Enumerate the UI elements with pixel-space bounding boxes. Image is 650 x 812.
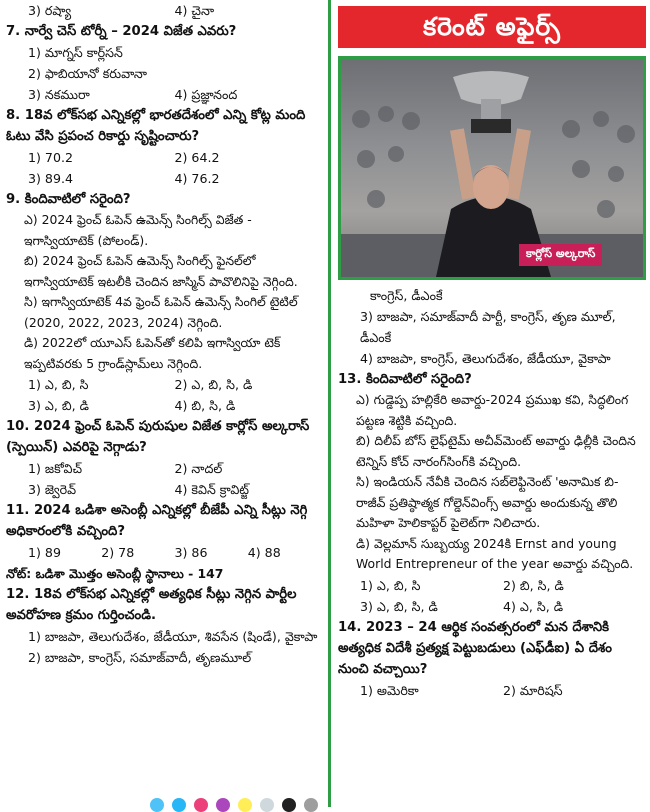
option: 3) 86 <box>174 545 208 560</box>
question: 8. 18వ లోక్‌సభ ఎన్నికల్లో భారతదేశంలో ఎన్ని కోట్ల మంది ఓటు వేసి ప్రపంచ రికార్డు సృష్టించారు? <box>6 108 306 144</box>
option: 2) బి, సి, డి <box>503 577 564 593</box>
option: 2) ఫాబియానో కరువానా <box>28 66 148 81</box>
option: 1) బాజపా, తెలుగుదేశం, జేడీయూ, శివసేన (షిండే), వైకాపా <box>28 629 318 644</box>
option: 1) 89 <box>28 545 61 560</box>
option-row <box>338 596 646 617</box>
option-row <box>338 575 646 596</box>
option: 2) ఎ, బి, సి, డి <box>174 377 253 392</box>
option: 3) 89.4 <box>28 171 73 186</box>
option: 4) బి, సి, డి <box>174 398 236 413</box>
question: 14. 2023 – 24 ఆర్థిక సంవత్సరంలో మన దేశానికి అత్యధిక విదేశీ ప్రత్యక్ష పెట్టుబడులు (ఎఫ్‌డీఐ) ఏ దేశం నుంచి వచ్చాయి? <box>338 619 612 677</box>
option: 2) 64.2 <box>174 150 220 165</box>
statement: ఎ) గుడ్డెప్ప హల్లికేరి అవార్డు-2024 ప్రముఖ కవి, సిద్ధలింగ పట్టణ శెట్టికి వచ్చింది. <box>356 392 629 428</box>
option: 4) 88 <box>247 545 281 560</box>
option-row <box>6 542 321 563</box>
note: నోట్: ఒడిశా మొత్తం అసెంబ్లీ స్థానాలు - 147 <box>6 566 224 581</box>
registration-dot <box>172 798 186 812</box>
option: 2) బాజపా, కాంగ్రెస్, సమాజ్‌వాదీ, తృణమూల్ <box>28 650 252 665</box>
option: 3) జ్వెరెవ్ <box>28 482 77 497</box>
option: 3) ఎ, బి, డి <box>28 398 89 413</box>
option-row <box>338 680 646 701</box>
option: 4) ప్రజ్ఞానంద <box>174 87 238 102</box>
option-row <box>6 395 321 416</box>
photo-caption: కార్లోస్ అల్కరాస్ <box>519 244 602 266</box>
question: 12. 18వ లోక్‌సభ ఎన్నికల్లో అత్యధిక సీట్లు నెగ్గిన పార్టీల అవరోహణ క్రమం గుర్తించండి. <box>6 587 297 623</box>
statement: సి) ఇండియన్ నేవీకి చెందిన సబ్‌లెఫ్టినెంట్ 'అనామిక బి-రాజీవ్ ప్రతిష్ఠాత్మక గోల్డెన్‌వింగ్స్ అవార్డు అందుకున్న తొలి మహిళా హెలికాప్టర్ పైలెట్‌గా నిలిచారు. <box>356 474 619 530</box>
option: 2) నాదల్ <box>174 461 223 476</box>
option: 4) బాజపా, కాంగ్రెస్, తెలుగుదేశం, జేడీయూ, వైకాపా <box>360 351 611 366</box>
option: 4) చైనా <box>174 3 215 18</box>
option: 3) బాజపా, సమాజ్‌వాదీ పార్టీ, కాంగ్రెస్, తృణ మూల్, డీఎంకే <box>360 309 616 345</box>
column-divider <box>328 0 331 807</box>
option-row <box>6 168 321 189</box>
registration-dot <box>282 798 296 812</box>
statement: బి) దిలీప్ బోస్ లైఫ్‌టైమ్ అచీవ్‌మెంట్ అవార్డు ఢిల్లీకి చెందిన టెన్నిస్ కోచ్ నారంగ్‌సింగ్‌కి వచ్చింది. <box>356 433 636 469</box>
option-row <box>6 84 321 105</box>
question: 7. నార్వే చెస్ టోర్నీ – 2024 విజేత ఎవరు? <box>6 24 237 39</box>
registration-dot <box>304 798 318 812</box>
option: 1) అమెరికా <box>360 682 419 698</box>
statement: సి) ఇగాస్వియాటెక్ 4వ ఫ్రెంచ్ ఓపెన్ ఉమెన్స్ సింగిల్ టైటిల్ (2020, 2022, 2023, 2024) నెగ్గింది. <box>24 294 298 330</box>
section-banner: కరెంట్ అఫైర్స్ <box>338 6 646 48</box>
option: 3) ఎ, బి, సి, డి <box>360 598 438 614</box>
option-continuation: కాంగ్రెస్, డీఎంకే <box>370 288 443 303</box>
option-row <box>6 147 321 168</box>
option: 4) కెవిన్ క్రావిట్జ్ <box>174 482 250 497</box>
question: 13. కిందివాటిలో సరైంది? <box>338 372 472 387</box>
statement: డి) 2022లో యూఎస్ ఓపెన్‌తో కలిపి ఇగాస్వియా టెక్ ఇప్పటివరకు 5 గ్రాండ్‌స్లామ్‌లు నెగ్గింది. <box>24 335 281 371</box>
print-registration-marks <box>150 798 318 812</box>
option: 2) మారిషస్ <box>503 682 563 698</box>
option: 3) నకమురా <box>28 87 90 102</box>
option: 4) ఎ, సి, డి <box>503 598 564 614</box>
question: 10. 2024 ఫ్రెంచ్ ఓపెన్ పురుషుల విజేత కార్లోస్ అల్కరాస్ (స్పెయిన్) ఎవరిపై నెగ్గాడు? <box>6 419 310 455</box>
option-row <box>6 0 321 21</box>
option-row <box>6 479 321 500</box>
question: 11. 2024 ఒడిశా అసెంబ్లీ ఎన్నికల్లో బీజేపీ ఎన్ని సీట్లు నెగ్గి అధికారంలోకి వచ్చింది? <box>6 503 308 539</box>
option: 1) జకోవిచ్ <box>28 461 83 476</box>
registration-dot <box>150 798 164 812</box>
option: 4) 76.2 <box>174 171 220 186</box>
right-column <box>338 285 646 701</box>
option: 2) 78 <box>101 545 135 560</box>
option: 3) రష్యా <box>28 3 72 18</box>
statement: ఎ) 2024 ఫ్రెంచ్ ఓపెన్ ఉమెన్స్ సింగిల్స్ విజేత - ఇగాస్వియాటెక్ (పోలండ్). <box>24 212 252 248</box>
registration-dot <box>260 798 274 812</box>
option-row <box>6 458 321 479</box>
option: 1) 70.2 <box>28 150 73 165</box>
question: 9. కిందివాటిలో సరైంది? <box>6 192 131 207</box>
statement: బి) 2024 ఫ్రెంచ్ ఓపెన్ ఉమెన్స్ సింగిల్స్ ఫైనల్‌లో ఇగాస్వియాటెక్ ఇటలీకి చెందిన జాస్మిన్ పావొలినిపై నెగ్గింది. <box>24 253 298 289</box>
option: 1) ఎ, బి, సి <box>28 377 89 392</box>
left-column <box>6 0 321 668</box>
option: 1) ఎ, బి, సి <box>360 577 421 593</box>
option-row <box>6 374 321 395</box>
registration-dot <box>238 798 252 812</box>
registration-dot <box>216 798 230 812</box>
option: 1) మాగ్నస్ కార్ల్‌సన్ <box>28 45 123 60</box>
registration-dot <box>194 798 208 812</box>
statement: డి) వెల్లమాన్ సుబ్బయ్య 2024కి Ernst and young World Entrepreneur of the year అవార్డు వచ్చింది. <box>356 535 634 571</box>
